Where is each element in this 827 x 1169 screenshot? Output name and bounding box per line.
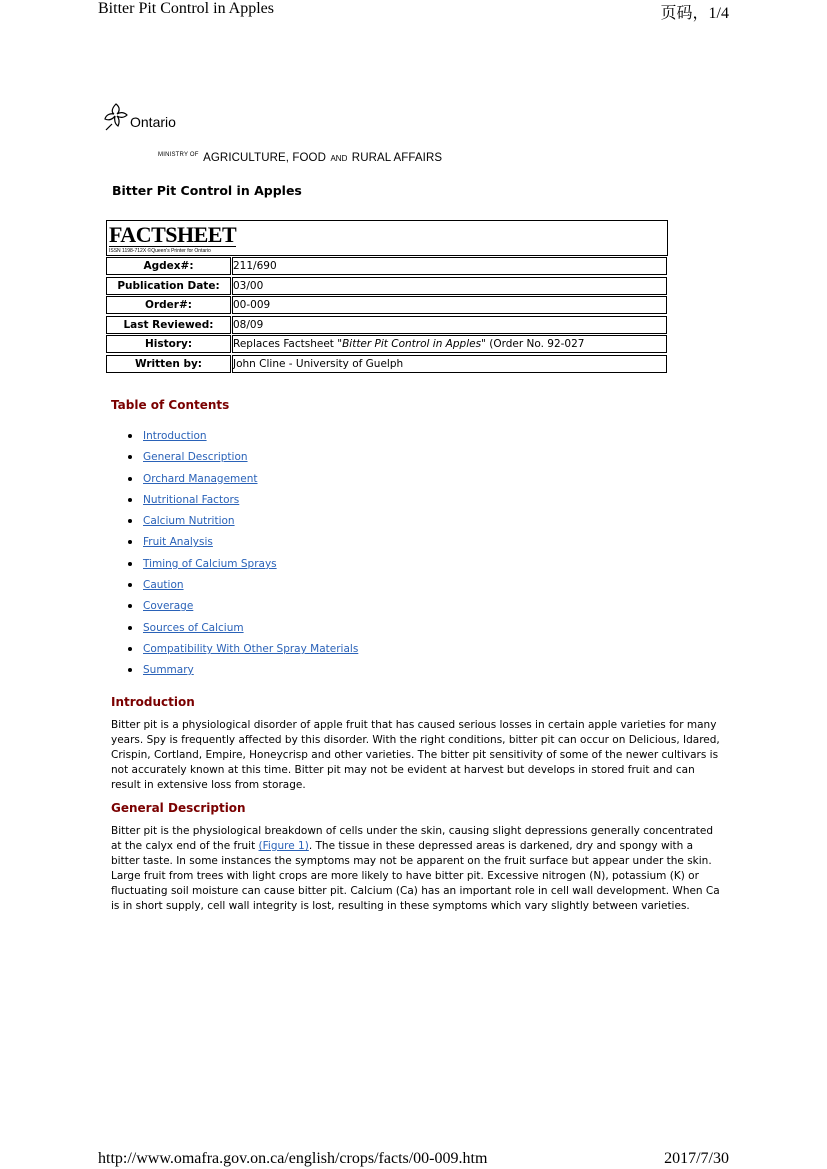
bullet-icon [128,540,132,544]
general-description-heading: General Description [111,801,246,815]
info-row-last-reviewed [106,316,668,334]
toc-link-fruit-analysis[interactable]: Fruit Analysis [143,536,213,549]
bullet-icon [128,434,132,438]
logo-text: Ontario [130,114,176,130]
figure-1-link[interactable]: (Figure 1) [258,840,309,852]
general-description-text-before: Bitter pit is the physiological breakdown of cells under the skin, causing slight depressions generally concentrated at the calyx end of the fruit [111,825,714,852]
info-label: Order#: [106,296,231,314]
print-header-page: 页码，1/4 [660,5,729,22]
toc-link-timing-of-calcium-sprays[interactable]: Timing of Calcium Sprays [143,557,277,570]
bullet-icon [128,647,132,651]
history-italic: "Bitter Pit Control in Apples" [337,338,486,350]
toc-link-coverage[interactable]: Coverage [143,600,194,613]
general-description-text [111,824,723,914]
ontario-logo[interactable] [102,102,222,134]
toc-link-summary[interactable]: Summary [143,664,194,677]
toc-link-sources-of-calcium[interactable]: Sources of Calcium [143,621,244,634]
info-value: 00-009 [232,296,667,314]
ministry-name [158,148,442,166]
info-row-publication-date [106,277,668,295]
info-label: Last Reviewed: [106,316,231,334]
bullet-icon [128,519,132,523]
toc-link-calcium-nutrition[interactable]: Calcium Nutrition [143,515,235,528]
history-pre: Replaces Factsheet [233,338,338,350]
ministry-and: AND [330,154,348,163]
bullet-icon [128,562,132,566]
info-label: History: [106,335,231,353]
toc-link-compatibility[interactable]: Compatibility With Other Spray Materials [143,642,359,655]
general-description-text-after: . The tissue in these depressed areas is darkened, dry and spongy with a bitter taste. In some instances the symptoms may not be apparent on the fruit surface but appear under the skin. Large fruit from trees with light crops are more likely to have bitter pit. Excessive nitrogen (N), potassium (K) or fluctuating soil moisture can cause bitter pit. Calcium (Ca) has an important role in cell wall development. When Ca is in short supply, cell wall integrity is lost, resulting in these symptoms which vary slightly between varieties. [111,840,720,912]
print-footer-url: http://www.omafra.gov.on.ca/english/crops/facts/00-009.htm [98,1150,488,1167]
ministry-prefix: MINISTRY OF [158,152,199,158]
bullet-icon [128,455,132,459]
info-value: 211/690 [232,257,667,275]
toc-link-caution[interactable]: Caution [143,579,184,592]
bullet-icon [128,626,132,630]
info-row-agdex [106,257,668,275]
info-value: John Cline - University of Guelph [232,355,667,373]
bullet-icon [128,498,132,502]
introduction-text: Bitter pit is a physiological disorder of apple fruit that has caused serious losses in certain apple varieties for many years. Spy is frequently affected by this disorder. With the right conditions, bitter pit can occur on Delicious, Idared, Crispin, Cortland, Empire, Honeycrisp and other varieties. The bitter pit sensitivity of some of the newer cultivars is not accurately known at this time. Bitter pit may not be evident at harvest but develops in stored fruit and can result in extensive loss from storage. [111,719,720,791]
toc-heading: Table of Contents [111,398,230,412]
info-label: Publication Date: [106,277,231,295]
print-header-title: Bitter Pit Control in Apples [98,0,275,17]
trillium-icon [102,102,130,132]
info-value: 03/00 [232,277,667,295]
factsheet-banner [106,220,668,256]
bullet-icon [128,668,132,672]
bullet-icon [128,583,132,587]
toc-link-introduction[interactable]: Introduction [143,430,207,442]
factsheet-logo-word: FACTSHEET [109,222,237,247]
bullet-icon [128,604,132,608]
bullet-icon [128,477,132,481]
info-row-order [106,296,668,314]
ministry-part2: RURAL AFFAIRS [351,152,443,164]
info-label: Written by: [106,355,231,373]
toc-link-general-description[interactable]: General Description [143,451,248,464]
factsheet-logo-sub: ISSN 1198-712X ©Queen's Printer for Ontario [109,246,236,254]
toc-link-orchard-management[interactable]: Orchard Management [143,472,258,485]
info-value [232,335,667,353]
page-title: Bitter Pit Control in Apples [112,183,302,198]
info-value: 08/09 [232,316,667,334]
introduction-heading: Introduction [111,695,195,709]
print-footer-date: 2017/7/30 [664,1150,729,1167]
info-row-written-by [106,355,668,373]
info-row-history [106,335,668,353]
factsheet-logo [109,224,236,254]
history-post: (Order No. 92-027 [485,338,585,350]
info-label: Agdex#: [106,257,231,275]
ministry-part1: AGRICULTURE, FOOD [203,152,326,164]
toc-link-nutritional-factors[interactable]: Nutritional Factors [143,493,240,506]
